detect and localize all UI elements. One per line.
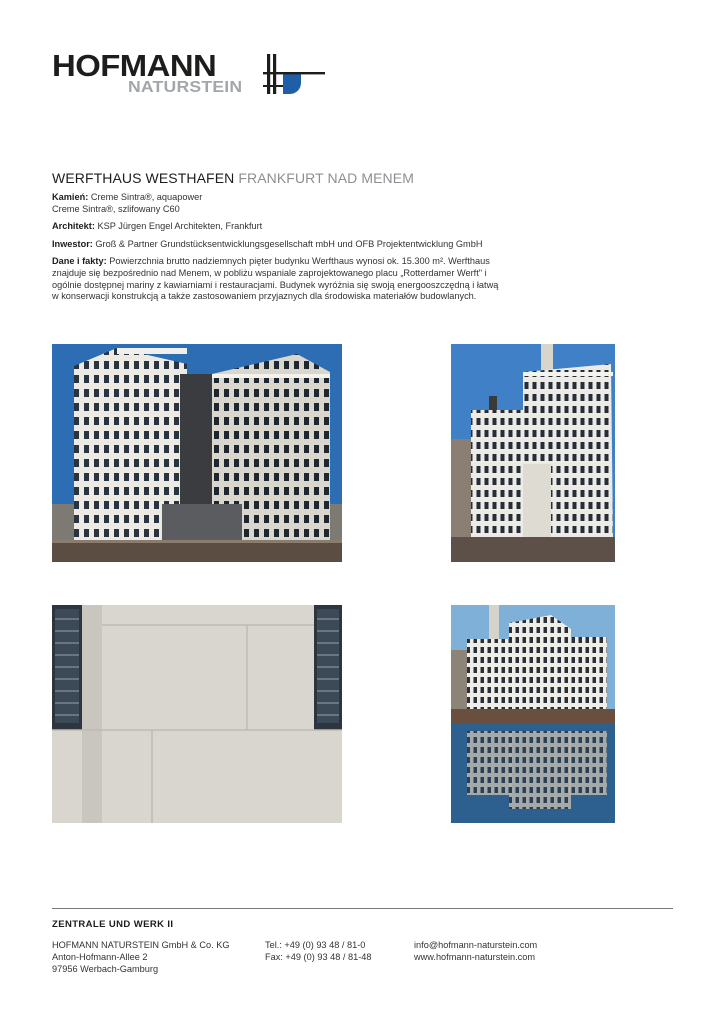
footer-fax: Fax: +49 (0) 93 48 / 81-48 <box>265 951 372 962</box>
architect-label: Architekt: <box>52 221 95 232</box>
footer-divider <box>52 908 673 909</box>
investor-label: Inwestor: <box>52 238 93 249</box>
project-title <box>52 170 414 186</box>
logo-emblem-icon <box>263 52 325 96</box>
logo-wordmark: HOFMANN <box>52 48 217 83</box>
footer-email-link[interactable]: info@hofmann-naturstein.com <box>414 940 538 950</box>
photo-building-reflection <box>451 605 615 823</box>
architect-info <box>52 221 522 233</box>
architect-value: KSP Jürgen Engel Architekten, Frankfurt <box>97 221 263 232</box>
company-logo <box>52 48 332 100</box>
footer-street: Anton-Hofmann-Allee 2 <box>52 951 148 962</box>
logo-subtitle: NATURSTEIN <box>128 79 243 96</box>
footer-contact <box>414 940 537 964</box>
stone-value-2: Creme Sintra®, szlifowany C60 <box>52 203 180 214</box>
footer-city: 97956 Werbach-Gamburg <box>52 963 159 974</box>
facts-line-1: Powierzchnia brutto nadziemnych pięter budynku Werfthaus wynosi ok. 15.300 m². Werfthaus <box>109 256 490 267</box>
footer-address <box>52 940 229 975</box>
project-info <box>52 192 522 309</box>
footer-company: HOFMANN NATURSTEIN GmbH & Co. KG <box>52 940 230 950</box>
project-name: WERFTHAUS WESTHAFEN <box>52 170 235 186</box>
footer-title: ZENTRALE UND WERK II <box>52 919 174 930</box>
facts-line-4: w konserwacji konstrukcją a także zastosowaniem przyjaznych dla środowiska materiałów budowlanych. <box>52 291 477 302</box>
facts-line-3: ogólnie dostępnej mariny z kawiarniami i restauracjami. Budynek wyróżnia się swoją energooszczędną i łatwą <box>52 279 499 290</box>
facts-label: Dane i fakty: <box>52 256 107 267</box>
stone-value-1: Creme Sintra®, aquapower <box>90 192 203 202</box>
stone-info <box>52 192 522 215</box>
footer-phone <box>265 940 372 964</box>
photo-stone-detail <box>52 605 342 823</box>
footer-tel: Tel.: +49 (0) 93 48 / 81-0 <box>265 940 366 950</box>
photo-building-towers <box>451 344 615 562</box>
stone-label: Kamień: <box>52 192 89 202</box>
footer-web-link[interactable]: www.hofmann-naturstein.com <box>414 951 536 962</box>
facts-info <box>52 256 522 302</box>
photo-building-main <box>52 344 342 562</box>
facts-line-2: znajduje się bezpośrednio nad Menem, w pobliżu wspaniale zaprojektowanego placu „Rotterdamer Werft" i <box>52 267 487 278</box>
project-city: FRANKFURT NAD MENEM <box>238 170 414 186</box>
investor-value: Groß & Partner Grundstücksentwicklungsgesellschaft mbH und OFB Projektentwicklung GmbH <box>95 238 483 249</box>
investor-info <box>52 239 522 251</box>
